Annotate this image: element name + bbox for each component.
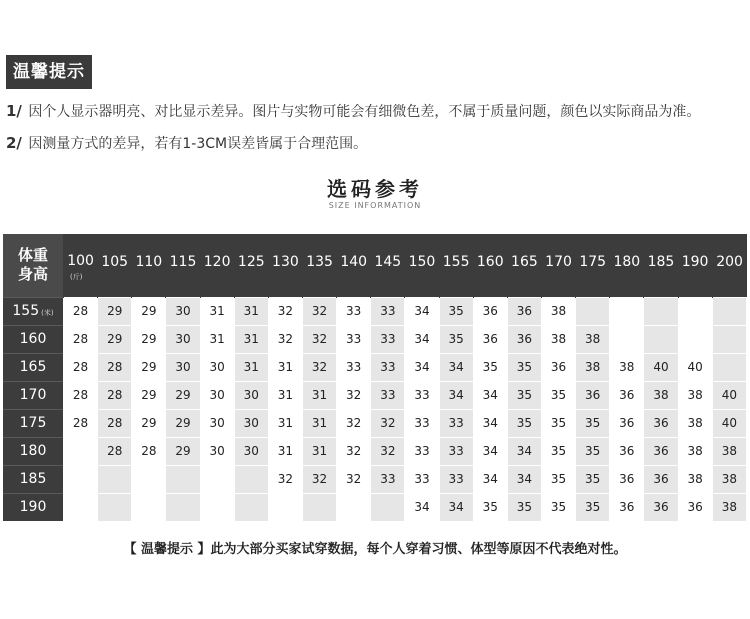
weight-unit-spacer (166, 273, 199, 281)
size-cell: 35 (541, 381, 575, 409)
weight-value: 120 (203, 253, 231, 270)
size-cell: 36 (678, 493, 712, 521)
weight-unit-spacer (542, 273, 575, 281)
weight-unit-spacer (576, 273, 609, 281)
height-unit: (米) (41, 309, 54, 317)
size-cell (234, 493, 268, 521)
size-cell: 34 (507, 465, 541, 493)
weight-value: 180 (613, 253, 641, 270)
size-cell: 38 (644, 381, 678, 409)
size-cell: 36 (473, 297, 507, 325)
weight-unit-spacer (440, 273, 473, 281)
size-cell: 31 (268, 437, 302, 465)
size-cell: 35 (473, 353, 507, 381)
size-cell (644, 325, 678, 353)
size-cell: 33 (405, 409, 439, 437)
height-value: 190 (19, 499, 47, 516)
size-cell: 33 (371, 353, 405, 381)
size-cell (610, 297, 644, 325)
size-cell: 31 (302, 409, 336, 437)
size-cell: 35 (576, 465, 610, 493)
size-cell (64, 465, 98, 493)
size-cell: 35 (507, 493, 541, 521)
size-cell: 29 (132, 409, 166, 437)
weight-unit-spacer (98, 273, 131, 281)
weight-header-135 (302, 234, 336, 297)
size-cell (132, 465, 166, 493)
height-value: 175 (19, 415, 47, 431)
notice-line-1 (6, 101, 700, 121)
size-cell: 31 (268, 409, 302, 437)
size-cell: 35 (439, 297, 473, 325)
size-cell: 34 (439, 353, 473, 381)
size-cell: 35 (507, 353, 541, 381)
table-row (3, 493, 747, 521)
size-cell: 38 (576, 353, 610, 381)
notice-badge: 温馨提示 (6, 55, 92, 89)
size-cell: 38 (576, 325, 610, 353)
weight-value: 185 (647, 253, 675, 270)
weight-value: 175 (579, 253, 607, 270)
size-cell: 38 (678, 409, 712, 437)
size-cell: 36 (507, 297, 541, 325)
size-cell: 33 (405, 381, 439, 409)
weight-unit-spacer (644, 273, 677, 281)
weight-unit-spacer (337, 273, 370, 281)
size-cell (200, 465, 234, 493)
weight-value: 115 (169, 253, 197, 270)
size-cell: 32 (337, 437, 371, 465)
weight-unit-spacer (235, 273, 268, 281)
size-cell (200, 493, 234, 521)
weight-header-160 (473, 234, 507, 297)
size-cell (712, 297, 746, 325)
weight-header-165 (507, 234, 541, 297)
weight-header-150 (405, 234, 439, 297)
size-cell: 36 (610, 493, 644, 521)
weight-value: 100 (67, 252, 94, 269)
size-cell (610, 325, 644, 353)
notice-line-2 (6, 133, 367, 153)
size-cell: 31 (234, 297, 268, 325)
table-row (3, 409, 747, 437)
weight-value: 165 (511, 253, 538, 270)
weight-unit-spacer (269, 273, 302, 281)
height-value: 170 (19, 387, 47, 403)
weight-unit-spacer (610, 273, 643, 281)
size-cell: 34 (439, 493, 473, 521)
size-cell: 35 (473, 493, 507, 521)
weight-header-155 (439, 234, 473, 297)
size-cell: 34 (405, 353, 439, 381)
size-cell: 31 (200, 297, 234, 325)
size-cell: 34 (405, 297, 439, 325)
size-cell: 28 (98, 437, 132, 465)
size-cell: 35 (541, 493, 575, 521)
weight-header-120 (200, 234, 234, 297)
footer-note: 【 温馨提示 】此为大部分买家试穿数据，每个人穿着习惯、体型等原因不代表绝对性。 (123, 542, 627, 557)
size-cell: 36 (610, 465, 644, 493)
weight-unit: (斤) (70, 272, 83, 281)
size-cell: 34 (473, 381, 507, 409)
size-cell: 33 (405, 465, 439, 493)
size-cell: 28 (132, 437, 166, 465)
size-cell (64, 437, 98, 465)
size-cell: 36 (644, 493, 678, 521)
size-cell (64, 493, 98, 521)
weight-value: 170 (545, 253, 572, 270)
weight-header-110 (132, 234, 166, 297)
weight-header-145 (371, 234, 405, 297)
size-cell: 28 (64, 381, 98, 409)
size-cell: 36 (610, 409, 644, 437)
size-cell: 38 (678, 437, 712, 465)
size-cell: 34 (405, 325, 439, 353)
size-cell: 35 (541, 465, 575, 493)
size-cell: 34 (473, 437, 507, 465)
size-cell: 30 (166, 353, 200, 381)
weight-unit-spacer (405, 273, 438, 281)
size-cell: 31 (302, 381, 336, 409)
size-chart-title: 选码参考 (327, 177, 423, 201)
size-cell: 30 (200, 381, 234, 409)
size-cell: 36 (541, 353, 575, 381)
size-cell: 29 (132, 297, 166, 325)
weight-value: 160 (476, 253, 504, 270)
size-cell: 33 (405, 437, 439, 465)
weight-header-130 (268, 234, 302, 297)
height-value: 160 (19, 331, 47, 347)
size-cell: 29 (98, 297, 132, 325)
size-cell: 31 (268, 381, 302, 409)
size-cell: 33 (439, 437, 473, 465)
size-cell: 35 (576, 493, 610, 521)
size-cell: 32 (337, 381, 371, 409)
size-cell: 31 (302, 437, 336, 465)
size-cell (712, 325, 746, 353)
notice-line-number: 1/ (6, 102, 22, 120)
weight-value: 150 (408, 253, 436, 270)
size-cell (132, 493, 166, 521)
size-cell (678, 297, 712, 325)
weight-header-105 (98, 234, 132, 297)
size-cell: 38 (610, 353, 644, 381)
size-cell (576, 297, 610, 325)
height-header-175 (3, 409, 64, 437)
size-cell: 30 (200, 437, 234, 465)
weight-header-140 (337, 234, 371, 297)
weight-unit-spacer (132, 273, 165, 281)
weight-value: 190 (681, 253, 709, 270)
size-cell: 32 (371, 437, 405, 465)
size-cell (371, 493, 405, 521)
size-cell: 33 (371, 325, 405, 353)
size-cell: 30 (234, 381, 268, 409)
size-cell: 40 (712, 381, 746, 409)
size-cell: 28 (64, 325, 98, 353)
size-cell (712, 353, 746, 381)
notice-line-text: 因个人显示器明亮、对比显示差异。图片与实物可能会有细微色差，不属于质量问题，颜色以实际商品为准。 (28, 104, 701, 120)
size-cell: 38 (541, 325, 575, 353)
weight-header-row (3, 234, 747, 297)
size-cell: 36 (473, 325, 507, 353)
weight-header-125 (234, 234, 268, 297)
height-value: 155 (12, 303, 40, 319)
weight-unit-spacer (303, 273, 336, 281)
size-cell: 35 (576, 409, 610, 437)
size-cell: 29 (132, 353, 166, 381)
size-cell: 34 (473, 409, 507, 437)
height-header-190 (3, 493, 64, 521)
size-cell: 31 (234, 353, 268, 381)
size-cell: 29 (98, 325, 132, 353)
size-cell: 29 (166, 381, 200, 409)
size-cell: 29 (166, 409, 200, 437)
height-header-155 (3, 297, 64, 325)
size-cell (234, 465, 268, 493)
size-cell: 32 (302, 465, 336, 493)
size-cell: 34 (439, 381, 473, 409)
size-cell: 28 (98, 381, 132, 409)
weight-header-200 (712, 234, 746, 297)
weight-value: 125 (237, 253, 265, 270)
size-cell: 32 (337, 465, 371, 493)
size-cell: 29 (166, 437, 200, 465)
weight-header-170 (541, 234, 575, 297)
weight-unit-spacer (371, 273, 404, 281)
size-cell: 33 (371, 297, 405, 325)
size-cell: 36 (644, 409, 678, 437)
size-cell: 35 (541, 409, 575, 437)
size-cell: 35 (507, 409, 541, 437)
size-cell: 40 (644, 353, 678, 381)
size-cell: 35 (576, 437, 610, 465)
height-value: 180 (19, 443, 47, 459)
size-cell (302, 493, 336, 521)
size-cell: 32 (302, 353, 336, 381)
size-cell: 32 (302, 325, 336, 353)
height-header-170 (3, 381, 64, 409)
weight-header-115 (166, 234, 200, 297)
size-cell: 34 (473, 465, 507, 493)
size-cell: 28 (98, 353, 132, 381)
height-header-165 (3, 353, 64, 381)
table-row (3, 353, 747, 381)
table-corner (3, 234, 64, 297)
size-cell: 30 (166, 325, 200, 353)
size-cell: 36 (610, 381, 644, 409)
size-table (3, 234, 747, 522)
weight-unit-spacer (679, 273, 712, 281)
weight-unit-spacer (201, 273, 234, 281)
size-cell: 34 (507, 437, 541, 465)
size-cell: 30 (234, 437, 268, 465)
weight-value: 105 (101, 253, 129, 270)
size-cell: 30 (234, 409, 268, 437)
size-cell: 32 (302, 297, 336, 325)
size-cell: 35 (507, 381, 541, 409)
size-cell: 32 (268, 297, 302, 325)
size-cell: 29 (132, 325, 166, 353)
size-cell: 29 (132, 381, 166, 409)
height-value: 185 (19, 471, 47, 487)
size-table-body (3, 297, 747, 521)
size-cell: 35 (541, 437, 575, 465)
size-cell (268, 493, 302, 521)
size-cell: 33 (337, 353, 371, 381)
size-cell (166, 465, 200, 493)
size-cell: 33 (371, 465, 405, 493)
size-cell: 38 (541, 297, 575, 325)
weight-unit-spacer (474, 273, 507, 281)
weight-value: 145 (374, 253, 402, 270)
size-cell (678, 325, 712, 353)
weight-value: 135 (306, 253, 333, 270)
weight-value: 200 (716, 253, 743, 270)
weight-value: 130 (272, 253, 299, 270)
weight-value: 140 (340, 253, 368, 270)
weight-header-190 (678, 234, 712, 297)
size-cell: 40 (712, 409, 746, 437)
size-cell: 28 (98, 409, 132, 437)
size-cell: 38 (712, 493, 746, 521)
size-cell: 36 (644, 465, 678, 493)
weight-header-100 (64, 234, 98, 297)
size-cell: 38 (712, 465, 746, 493)
size-cell: 40 (678, 353, 712, 381)
weight-value: 110 (135, 253, 163, 270)
notice-line-text: 因测量方式的差异，若有1-3CM误差皆属于合理范围。 (28, 136, 368, 152)
table-row (3, 325, 747, 353)
weight-value: 155 (442, 253, 470, 270)
size-cell: 36 (507, 325, 541, 353)
size-cell: 28 (64, 297, 98, 325)
size-cell: 33 (439, 409, 473, 437)
size-cell: 33 (371, 381, 405, 409)
weight-unit-spacer (713, 273, 747, 281)
size-cell: 38 (678, 381, 712, 409)
size-cell: 31 (200, 325, 234, 353)
size-cell: 38 (678, 465, 712, 493)
size-cell (337, 493, 371, 521)
size-cell (644, 297, 678, 325)
table-row (3, 437, 747, 465)
weight-unit-spacer (508, 273, 541, 281)
size-cell: 30 (166, 297, 200, 325)
size-cell: 28 (64, 353, 98, 381)
size-cell: 36 (576, 381, 610, 409)
size-cell: 32 (268, 325, 302, 353)
notice-line-number: 2/ (6, 134, 22, 152)
height-header-185 (3, 465, 64, 493)
size-cell: 38 (712, 437, 746, 465)
height-header-180 (3, 437, 64, 465)
corner-height-label: 身高 (17, 265, 48, 284)
height-header-160 (3, 325, 64, 353)
size-cell: 30 (200, 409, 234, 437)
table-row (3, 297, 747, 325)
weight-header-180 (610, 234, 644, 297)
size-cell: 31 (268, 353, 302, 381)
size-cell: 33 (337, 297, 371, 325)
size-cell: 34 (405, 493, 439, 521)
table-row (3, 465, 747, 493)
size-cell: 33 (439, 465, 473, 493)
size-cell (98, 465, 132, 493)
size-cell: 32 (268, 465, 302, 493)
size-cell (166, 493, 200, 521)
size-chart-subtitle: SIZE INFORMATION (328, 201, 422, 210)
size-cell: 35 (439, 325, 473, 353)
table-row (3, 381, 747, 409)
size-cell: 31 (234, 325, 268, 353)
size-cell: 36 (610, 437, 644, 465)
size-cell: 33 (337, 325, 371, 353)
size-cell: 28 (64, 409, 98, 437)
weight-header-185 (644, 234, 678, 297)
size-cell: 30 (200, 353, 234, 381)
size-cell: 36 (644, 437, 678, 465)
size-cell: 32 (337, 409, 371, 437)
size-cell (98, 493, 132, 521)
weight-header-175 (576, 234, 610, 297)
size-cell: 32 (371, 409, 405, 437)
height-value: 165 (19, 359, 47, 375)
corner-weight-label: 体重 (17, 246, 48, 265)
